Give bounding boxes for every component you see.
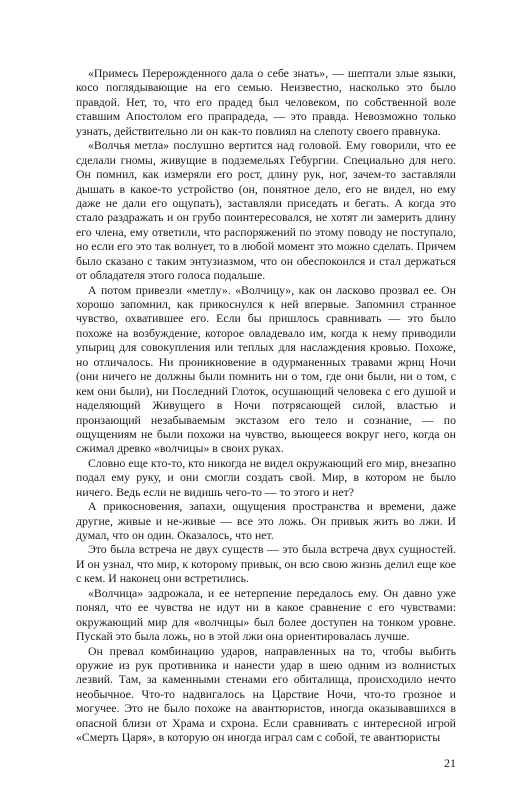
page-number: 21 [444,756,456,770]
paragraph-8: Он превал комбинацию ударов, направленных на то, чтобы выбить оружие из рук противника и нанести удар в шею одним из волнистых лезвий. Там, за каменными стенами его обиталища, происходило нечто необычное. Что-то надвигалось на Царствие Ночи, что-то грозное и могучее. Это не было похоже на авантюристов, иногда оказывавшихся в опасной близи от Храма и схрона. Если сравнивать с интересной игрой «Смерть Царя», в которую он иногда играл сам с собой, те авантюристы [76,643,456,745]
paragraph-3: А потом привезли «метлу». «Волчицу», как он ласково прозвал ее. Он хорошо запомнил, как прикоснулся к ней впервые. Запомнил странное чувство, охватившее его. Если бы пришлось сравнивать — это было похоже на возбуждение, которое овладевало им, когда к нему приводили упыриц для совокупления или теплых для наслаждения кровью. Похоже, но отличалось. Ни проникновение в одурманенных травами жриц Ночи (они ничего не должны были помнить ни о том, где они были, ни о том, с кем они были), ни Последний Глоток, осушающий человека с его душой и наделяющий Живущего в Ночи потрясающей силой, властью и пронзающий незабываемым экстазом его тело и сознание, — по ощущениям не были похожи на чувство, вьющееся вокруг него, когда он сжимал древко «волчицы» в своих руках. [76,282,456,456]
paragraph-7: «Волчица» задрожала, и ее нетерпение передалось ему. Он давно уже понял, что ее чувства не идут ни в какое сравнение с его чувствами: окружающий мир для «волчицы» был более доступен на тонком уровне. Пускай это была ложь, но в этой лжи она ориентировалась лучше. [76,585,456,644]
paragraph-1: «Примесь Перерожденного дала о себе знать», — шептали злые языки, косо поглядывающие на его семью. Неизвестно, насколько это было правдой. Нет, то, что его прадед был человеком, по собственной воле ставшим Апостолом его прапрадеда, — это правда. Невозможно только узнать, действительно ли он как-то повлиял на слепоту своего правнука. [76,66,456,138]
paragraph-2: «Волчья метла» послушно вертится над головой. Ему говорили, что ее сделали гномы, живущие в подземельях Гебургии. Специально для него. Он помнил, как измеряли его рост, длину рук, ног, зачем-то заставляли дышать в какое-то устройство (он, понятное дело, его не видел, но ему даже не дали его ощупать), заставляли приседать и бегать. А когда это стало раздражать и он грубо поинтересовался, не хотят ли замерить длину его члена, ему ответили, что распоряжений по этому поводу не поступало, но если его это так волнует, то в любой момент это можно сделать. Причем было сказано с таким энтузиазмом, что он обеспокоился и стал держаться от обладателя этого голоса подальше. [76,138,456,283]
paragraph-5: А прикосновения, запахи, ощущения пространства и времени, даже другие, живые и не-живые — все это ложь. Он привык жить во лжи. И думал, что он один. Оказалось, что нет. [76,499,456,542]
paragraph-4: Словно еще кто-то, кто никогда не видел окружающий его мир, внезапно подал ему руку, и они смогли создать свой. Мир, в котором не было ничего. Ведь если не видишь чего-то — то этого и нет? [76,455,456,499]
body-text [76,66,456,745]
paragraph-6: Это была встреча не двух существ — это была встреча двух сущностей. И он узнал, что мир, к которому привык, он всю свою жизнь делил еще кое с кем. И наконец они встретились. [76,542,456,586]
